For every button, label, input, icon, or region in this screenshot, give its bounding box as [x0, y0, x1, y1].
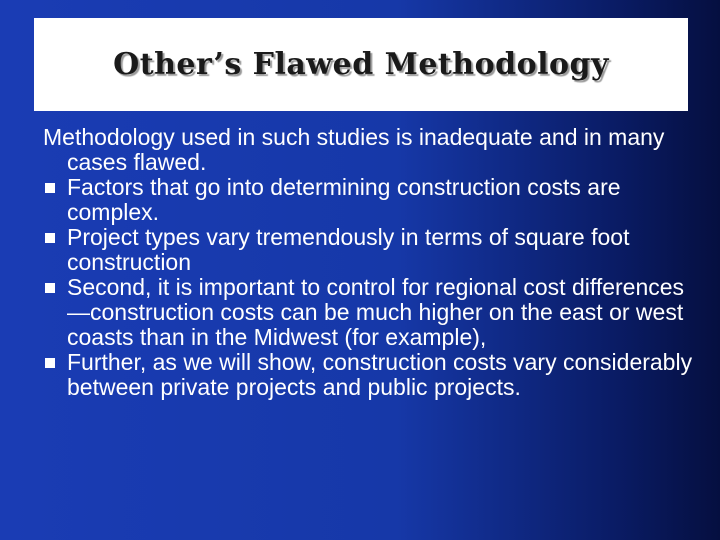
- bullet-text: Further, as we will show, construction costs vary considerably between private projects and public projects.: [67, 349, 693, 400]
- bullet-item: [0, 225, 700, 275]
- bullet-item: [0, 175, 700, 225]
- square-bullet-icon: [45, 358, 55, 368]
- intro-paragraph: [43, 125, 700, 175]
- slide-body: [0, 125, 700, 400]
- slide-title: Other’s Flawed Methodology: [113, 47, 609, 82]
- bullet-item: [0, 350, 700, 400]
- title-box: [34, 18, 688, 111]
- bullet-item: [0, 275, 700, 350]
- bullet-text: Factors that go into determining construction costs are complex.: [67, 174, 621, 225]
- bullet-text: Project types vary tremendously in terms of square foot construction: [67, 224, 630, 275]
- bullet-text: Second, it is important to control for regional cost differences—construction costs can be much higher on the east or west coasts than in the Midwest (for example),: [67, 274, 685, 350]
- square-bullet-icon: [45, 283, 55, 293]
- square-bullet-icon: [45, 233, 55, 243]
- square-bullet-icon: [45, 183, 55, 193]
- intro-text: Methodology used in such studies is inadequate and in many cases flawed.: [43, 124, 665, 175]
- bullet-list: [0, 175, 700, 400]
